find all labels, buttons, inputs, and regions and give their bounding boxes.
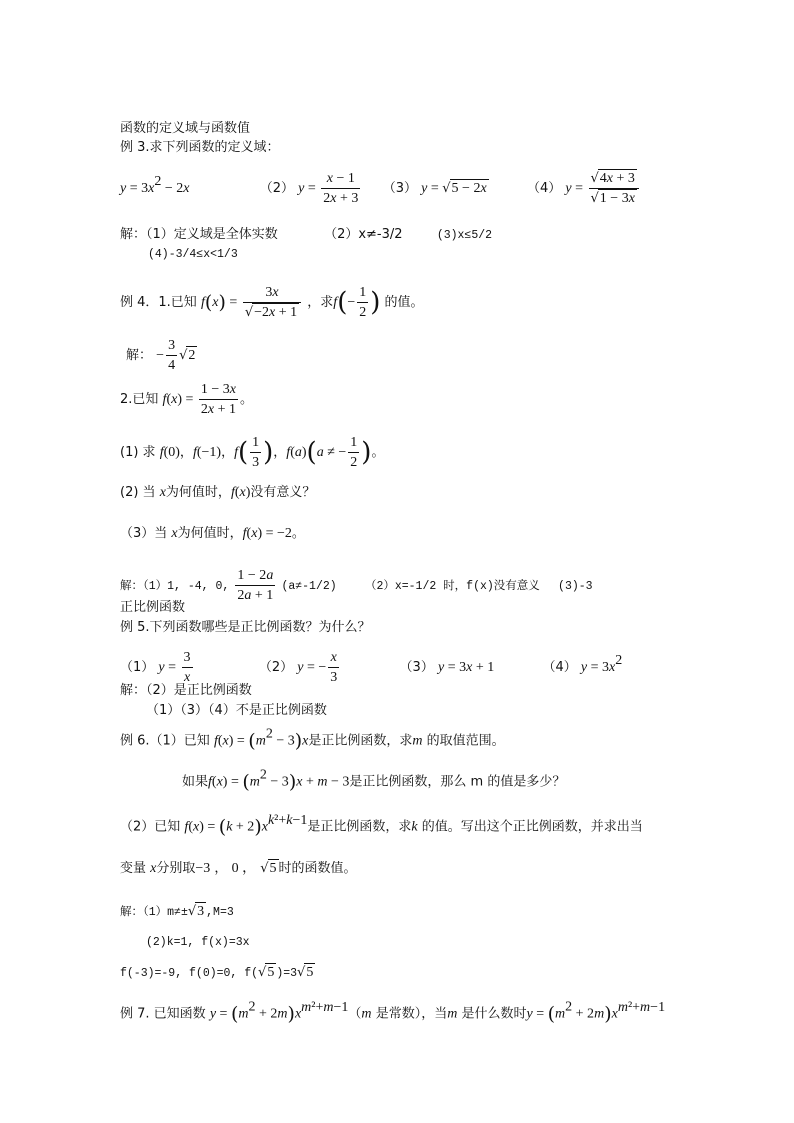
- ex4-p1-mid: ，求: [307, 295, 334, 310]
- ex5-label-3: （3）: [399, 660, 434, 675]
- ex4-p1-answer-label: 解：: [126, 348, 153, 363]
- ex4-q1: (1) 求 f(0)，f(−1)，f( $\frac{1}{3}$ )，f(a)(a ≠ − $\frac{1}{2}$ )。: [120, 435, 385, 470]
- ex4-p1-frac: $\frac{3x}{√-2x + 1}$: [243, 283, 301, 322]
- ex6-p2b-vals: 0 ，: [231, 861, 257, 876]
- ex3-answer: [120, 227, 492, 244]
- ex4-answer: [120, 566, 593, 605]
- ex6-p1b-prefix: 如果: [182, 774, 209, 790]
- ex7-mid: （: [348, 1006, 362, 1022]
- ex6-answer-2: [146, 934, 250, 951]
- ex5-prompt-text: 例 5.下列函数哪些是正比例函数？为什么？: [120, 620, 371, 635]
- ex6-p1-suffix: 是正比例函数，求: [308, 733, 413, 749]
- ex6-ans3-mid: )=3: [276, 967, 298, 980]
- ex4-p2-frac: $\frac{1 - 3x}{2x + 1}$: [200, 382, 237, 417]
- ex6-p1b-suffix: 是正比例函数，那么 m 的值是多少？: [349, 774, 566, 790]
- ex5-label-2: （2）: [258, 660, 294, 675]
- ex4-q3-label: （3）当: [120, 526, 168, 541]
- ex4-answer-prefix: 解：（1）1, -4, 0,: [120, 580, 230, 593]
- ex5-prompt: [120, 620, 371, 636]
- ex4-q3-mid: 为何值时，: [177, 526, 243, 541]
- ex6-ans1-suffix: ,M=3: [206, 906, 234, 919]
- ex7-prefix: 例 7. 已知函数: [120, 1006, 206, 1022]
- ex3-answer-4: (4)-3/4≤x<1/3: [148, 248, 238, 261]
- ex6-p2-tail: 的值。写出这个正比例函数，并求出当: [421, 819, 643, 835]
- ex3-f4-frac: $\frac{√4x + 3}{√1 - 3x}$: [589, 169, 639, 208]
- ex3-answer-2: （2）x≠-3/2: [324, 227, 403, 242]
- section-title-2-text: 正比例函数: [120, 600, 186, 615]
- ex6-ans2: (2)k=1, f(x)=3x: [146, 936, 250, 949]
- ex4-q2-mid: 为何值时，: [165, 485, 231, 500]
- ex4-q1-label: (1) 求: [120, 445, 156, 460]
- ex5-label-1: （1）: [120, 660, 155, 675]
- ex3-prompt-text: 例 3.求下列函数的定义域：: [120, 140, 280, 155]
- ex5-answer-line2: [146, 703, 327, 719]
- ex4-q3: （3）当 x为何值时，f(x) = −2。: [120, 526, 305, 541]
- ex6-answer-3: f(-3)=-9, f(0)=0, f(√5 )=3√5: [120, 965, 314, 980]
- ex3-label-4: （4）: [526, 181, 562, 196]
- ex4-answer-cond: (a≠-1/2): [281, 580, 337, 593]
- ex6-p2-prefix: （2）已知: [120, 819, 181, 835]
- ex4-answer-2: （2）x=-1/2 时，f(x)没有意义: [364, 580, 540, 593]
- ex3-answer-1: 解：（1）定义域是全体实数: [120, 227, 278, 242]
- ex6-part2: （2）已知 $f(x) = (k + 2)x^{k^2+k-1}$是正比例函数，求k 的值。写出这个正比例函数，并求出当: [120, 812, 643, 838]
- ex4-q2-suffix: 没有意义？: [250, 485, 316, 500]
- ex4-part2: 2.已知 f(x) = $\frac{1 - 3x}{2x + 1}$ 。: [120, 382, 254, 417]
- ex4-p1-answer: 解： − $\frac{3}{4}$ √2: [126, 338, 196, 373]
- ex6-p2b-suffix: 时的函数值。: [278, 861, 357, 876]
- ex6-answer-1: 解：（1）m≠±√3 ,M=3: [120, 904, 234, 919]
- ex3-label-3: （3）: [382, 181, 417, 196]
- ex4-answer-3: (3)-3: [558, 580, 593, 593]
- ex6-p2-suffix: 是正比例函数，求: [307, 819, 412, 835]
- ex4-answer-frac: $\frac{1 - 2a}{2a + 1}$: [237, 568, 274, 603]
- ex4-q3-suffix: 。: [291, 526, 305, 541]
- section-title-2: [120, 600, 185, 616]
- ex6-p2b-mid: 分别取: [156, 861, 196, 876]
- ex6-p1-tail: 的取值范围。: [426, 733, 505, 749]
- ex6-part1b: 如果$f(x) = (m^2 - 3)x + m - 3$是正比例函数，那么 m 的值是多少？: [182, 767, 566, 793]
- ex6-p1-prefix: 例 6.（1）已知: [120, 733, 210, 749]
- ex6-part2b: 变量 x分别取−3 ， 0 ， √5 时的函数值。: [120, 861, 357, 876]
- ex7-mid3: 是什么数时: [461, 1006, 527, 1022]
- ex5-functions: （1） y = $\frac{3}{x}$ （2） y = − $\frac{x}{3}$ （3） y = 3x + 1 （4） $y = 3x^2$: [120, 650, 623, 685]
- ex3-functions: $y = 3x^2 - 2x$ （2） y = $\frac{x - 1}{2x + 3}$ （3） y = √5 − 2x （4） y = $\frac{√4x + 3}{√1 - 3x}$: [120, 169, 641, 208]
- ex3-prompt: [120, 140, 280, 156]
- ex4-part1: 例 4．1.已知 f(x) = $\frac{3x}{√-2x + 1}$ ，求f(− $\frac{1}{2}$ ) 的值。: [120, 285, 424, 320]
- ex5-answer: [120, 683, 252, 699]
- ex4-p2-suffix: 。: [240, 392, 254, 407]
- ex6-ans1-prefix: 解：（1）m≠±: [120, 906, 188, 919]
- ex4-q2: (2) 当 x为何值时，f(x)没有意义？: [120, 485, 316, 500]
- ex6-part1: 例 6.（1）已知 $f(x) = (m^2 - 3)x$是正比例函数，求m 的取值范围。: [120, 726, 505, 752]
- ex5-label-4: （4）: [542, 660, 577, 675]
- ex3-f1: y: [120, 181, 127, 196]
- ex6-p2b-prefix: 变量: [120, 861, 147, 876]
- ex3-answer-3: (3)x≤5/2: [436, 229, 493, 242]
- ex4-q2-label: (2) 当: [120, 485, 156, 500]
- ex4-p1-prefix: 例 4．1.已知: [120, 295, 197, 310]
- ex3-answer-line2: [148, 246, 238, 263]
- ex5-answer-2: （1）（3）（4）不是正比例函数: [146, 703, 327, 718]
- ex6-ans3-prefix: f(-3)=-9, f(0)=0, f(: [120, 967, 259, 980]
- ex5-answer-1: 解：（2）是正比例函数: [120, 683, 252, 698]
- ex7-line: 例 7. 已知函数 $y = (m^2 + 2m)x^{m^2+m-1}(m$ 是常数），当m 是什么数时$y = (m^2 + 2m)x^{m^2+m-1}$: [120, 999, 666, 1025]
- section-title-text: 函数的定义域与函数值: [120, 121, 251, 136]
- ex3-f2-frac: $\frac{x - 1}{2x + 3}$: [323, 171, 359, 206]
- ex4-p1-suffix: 的值。: [384, 295, 424, 310]
- section-title: [120, 121, 250, 137]
- ex3-label-2: （2）: [259, 181, 295, 196]
- ex7-mid2: 是常数），当: [375, 1006, 448, 1022]
- ex4-p2-prefix: 2.已知: [120, 392, 159, 407]
